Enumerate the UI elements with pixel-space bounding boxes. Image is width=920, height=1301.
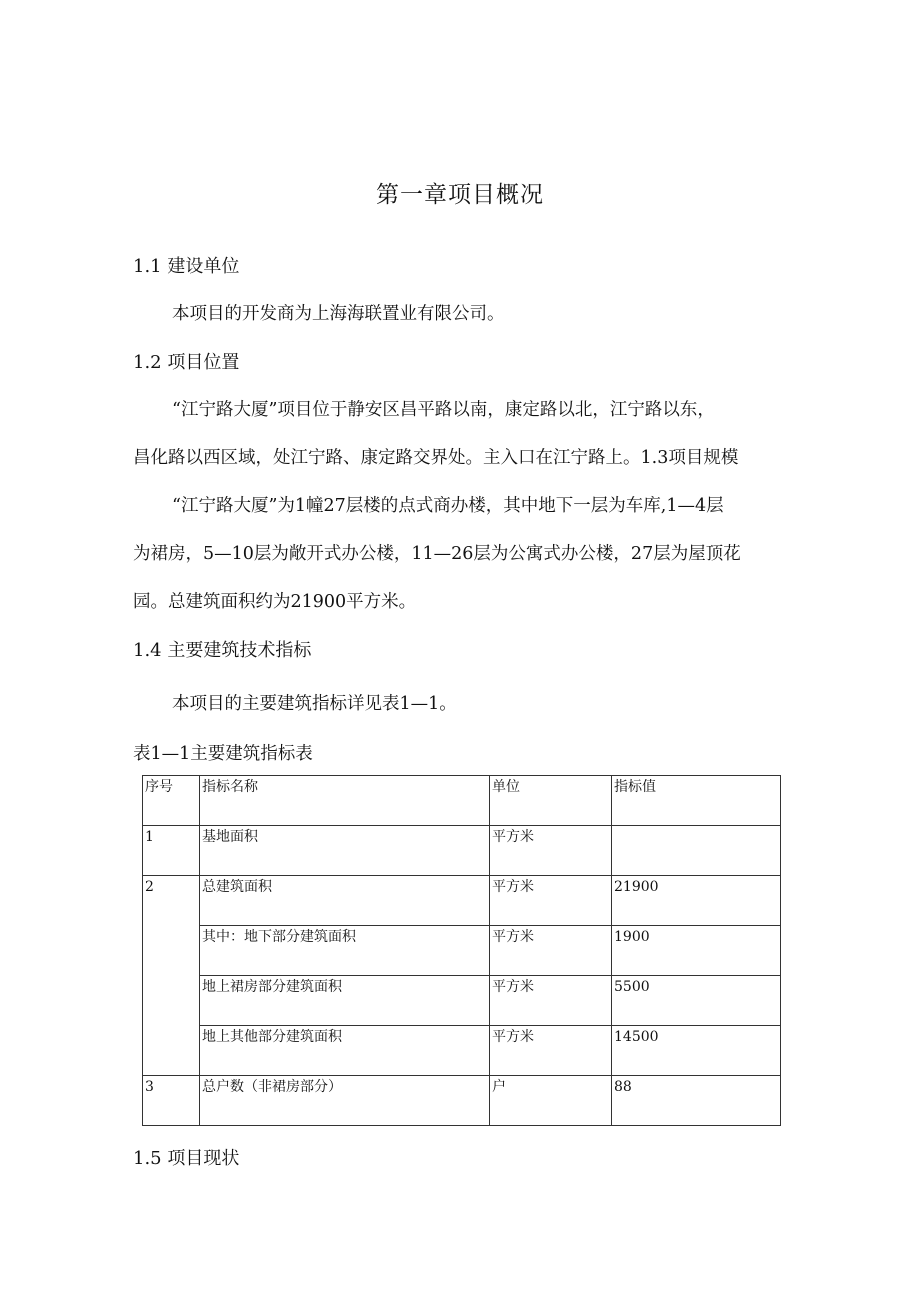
table-cell: 14500: [612, 1026, 781, 1076]
table-cell: 21900: [612, 876, 781, 926]
table-cell: 1: [143, 826, 200, 876]
table-cell: 平方米: [490, 826, 612, 876]
table-cell: [612, 826, 781, 876]
section-1-2-line-1: “江宁路大厦”项目位于静安区昌平路以南，康定路以北，江宁路以东，: [172, 400, 715, 420]
table-cell: 总建筑面积: [200, 876, 490, 926]
table-row: [143, 876, 781, 926]
section-heading-1-2: 1.2 项目位置: [133, 352, 240, 373]
table-cell: 总户数（非裙房部分）: [200, 1076, 490, 1126]
table-row: [143, 826, 781, 876]
header-cell: 指标名称: [200, 776, 490, 826]
table-cell: 5500: [612, 976, 781, 1026]
table-cell: 平方米: [490, 1026, 612, 1076]
table-caption: 表1—1主要建筑指标表: [133, 744, 313, 764]
chapter-title: 第一章项目概况: [376, 182, 544, 208]
table-cell: 平方米: [490, 926, 612, 976]
table-row: [143, 1026, 781, 1076]
section-1-4-body: 本项目的主要建筑指标详见表1—1。: [172, 694, 457, 714]
section-heading-1-1: 1.1 建设单位: [133, 256, 240, 277]
table-cell: 平方米: [490, 876, 612, 926]
table-cell: 3: [143, 1076, 200, 1126]
table-cell: 平方米: [490, 976, 612, 1026]
table-row: [143, 926, 781, 976]
table-cell: 地上裙房部分建筑面积: [200, 976, 490, 1026]
table-row: [143, 1076, 781, 1126]
section-1-3-line-1: “江宁路大厦”为1幢27层楼的点式商办楼，其中地下一层为车库,1—4层: [172, 496, 724, 516]
section-1-1-body: 本项目的开发商为上海海联置业有限公司。: [172, 304, 505, 324]
table-cell: 其中：地下部分建筑面积: [200, 926, 490, 976]
section-heading-1-5: 1.5 项目现状: [133, 1148, 240, 1169]
table-cell: 88: [612, 1076, 781, 1126]
table-header-row: [143, 776, 781, 826]
header-cell: 指标值: [612, 776, 781, 826]
table-cell: 户: [490, 1076, 612, 1126]
section-1-2-line-2: 昌化路以西区域，处江宁路、康定路交界处。主入口在江宁路上。1.3项目规模: [133, 448, 739, 468]
section-heading-1-4: 1.4 主要建筑技术指标: [133, 640, 312, 661]
table-cell: 基地面积: [200, 826, 490, 876]
table-cell: 地上其他部分建筑面积: [200, 1026, 490, 1076]
section-1-3-line-2: 为裙房，5—10层为敞开式办公楼，11—26层为公寓式办公楼，27层为屋顶花: [133, 544, 741, 564]
section-1-3-line-3: 园。总建筑面积约为21900平方米。: [133, 592, 417, 612]
table-row: [143, 976, 781, 1026]
indicator-table: [142, 775, 781, 1126]
table-cell: 2: [143, 876, 200, 1076]
header-cell: 单位: [490, 776, 612, 826]
header-cell: 序号: [143, 776, 200, 826]
table-cell: 1900: [612, 926, 781, 976]
